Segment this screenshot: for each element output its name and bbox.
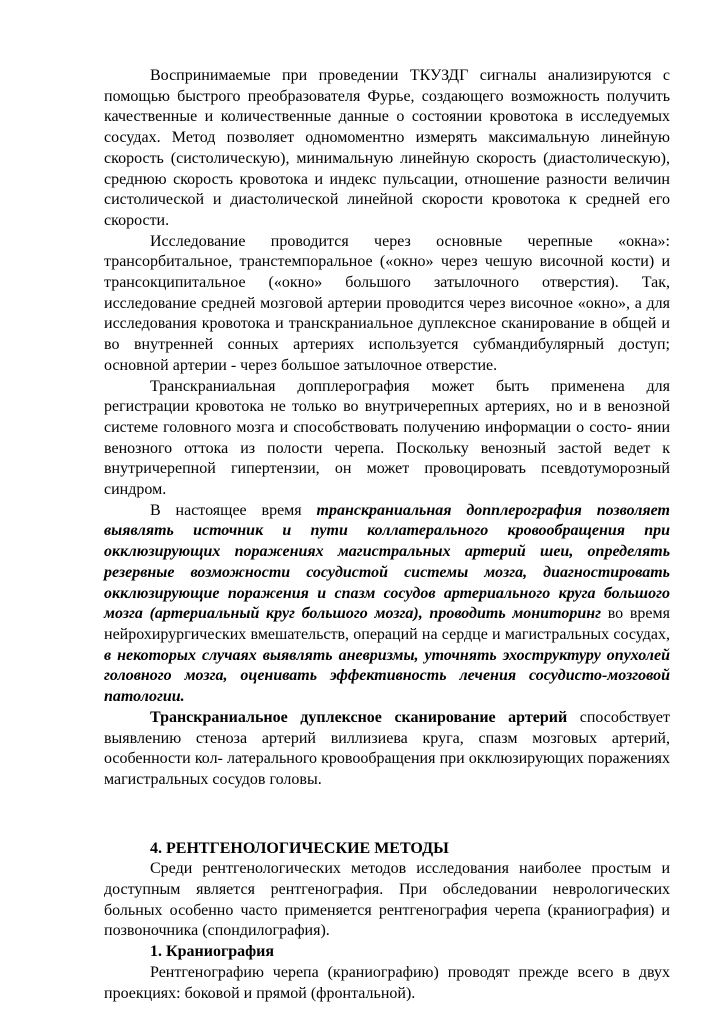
text-normal: В настоящее время [150, 501, 317, 519]
paragraph-tkuzdg-signals: Воспринимаемые при проведении ТКУЗДГ сигналы анализируются с помощью быстрого преобразователя Фурье, создающего возможность получить качественные и количественные данные о состоянии кровотока в исследуемых сосудах. Метод позволяет одномоментно измерять максимальную линейную скорость (систолическую), минимальную линейную скорость (диастолическую), среднюю скорость кровотока и индекс пульсации, отношение разности величин систолической и диастолической линейной скорости кровотока к средней его скорости. [104, 67, 670, 229]
text-normal: способствует выявлению стеноза артерий виллизиева круга, спазм мозговых артерий, особенности кол- латерального кровообращения при окклюзирующих поражениях магистральных сосудов головы. [104, 708, 670, 788]
paragraph-tcd-capabilities [104, 501, 670, 708]
text-bold-italic: транскраниальная допплерография позволяет выявлять источник и пути коллатерального кровообращения при окклюзирующих поражениях магистральных артерий шеи, определять резервные возможности сосудистой системы мозга, диагностировать окклюзирующие поражения и спазм сосудов артериального круга большого мозга (артериальный круг большого мозга), проводить мониторинг [104, 501, 671, 623]
paragraph-venous-system: Транскраниальная допплерография может быть применена для регистрации кровотока не только во внутричерепных артериях, но и в венозной системе головного мозга и способствовать получению информации о состо- янии венозного оттока из полости черепа. Поскольку венозный застой ведет к внутричерепной гипертензии, он может провоцировать псевдотуморозный синдром. [104, 377, 670, 499]
section-heading: 4. РЕНТГЕНОЛОГИЧЕСКИЕ МЕТОДЫ [150, 839, 449, 857]
paragraph-craniography: Рентгенографию черепа (краниографию) проводят прежде всего в двух проекциях: боковой и прямой (фронтальной). [104, 963, 670, 1002]
paragraph-duplex-scanning [104, 708, 670, 791]
text-bold-italic: в некоторых случаях выявлять аневризмы, уточнять эхоструктуру опухолей головного мозга, оценивать эффективность лечения сосудисто-мозговой патологии. [104, 646, 670, 706]
paragraph-radiography-intro: Среди рентгенологических методов исследования наиболее простым и доступным является рентгенография. При обследовании неврологических больных особенно часто применяется рентгенография черепа (краниография) и позвоночника (спондилография). [104, 860, 670, 940]
text-bold: Транскраниальное дуплексное сканирование артерий [150, 708, 568, 726]
subsection-heading: 1. Краниография [150, 943, 275, 961]
text-normal: во время нейрохирургических вмешательств, операций на сердце и магистральных сосудах, [104, 605, 670, 643]
paragraph-cranial-windows: Исследование проводится через основные черепные «окна»: трансорбитальное, транстемпоральное («окно» через чешую височной кости) и трансокципитальное («окно» большого затылочного отверстия). Так, исследование средней мозговой артерии проводится через височное «окно», а для исследования кровотока и транскраниальное дуплексное сканирование в общей и во внутренней сонных артериях используется субмандибулярный доступ; основной артерии - через большое затылочное отверстие. [104, 232, 670, 374]
